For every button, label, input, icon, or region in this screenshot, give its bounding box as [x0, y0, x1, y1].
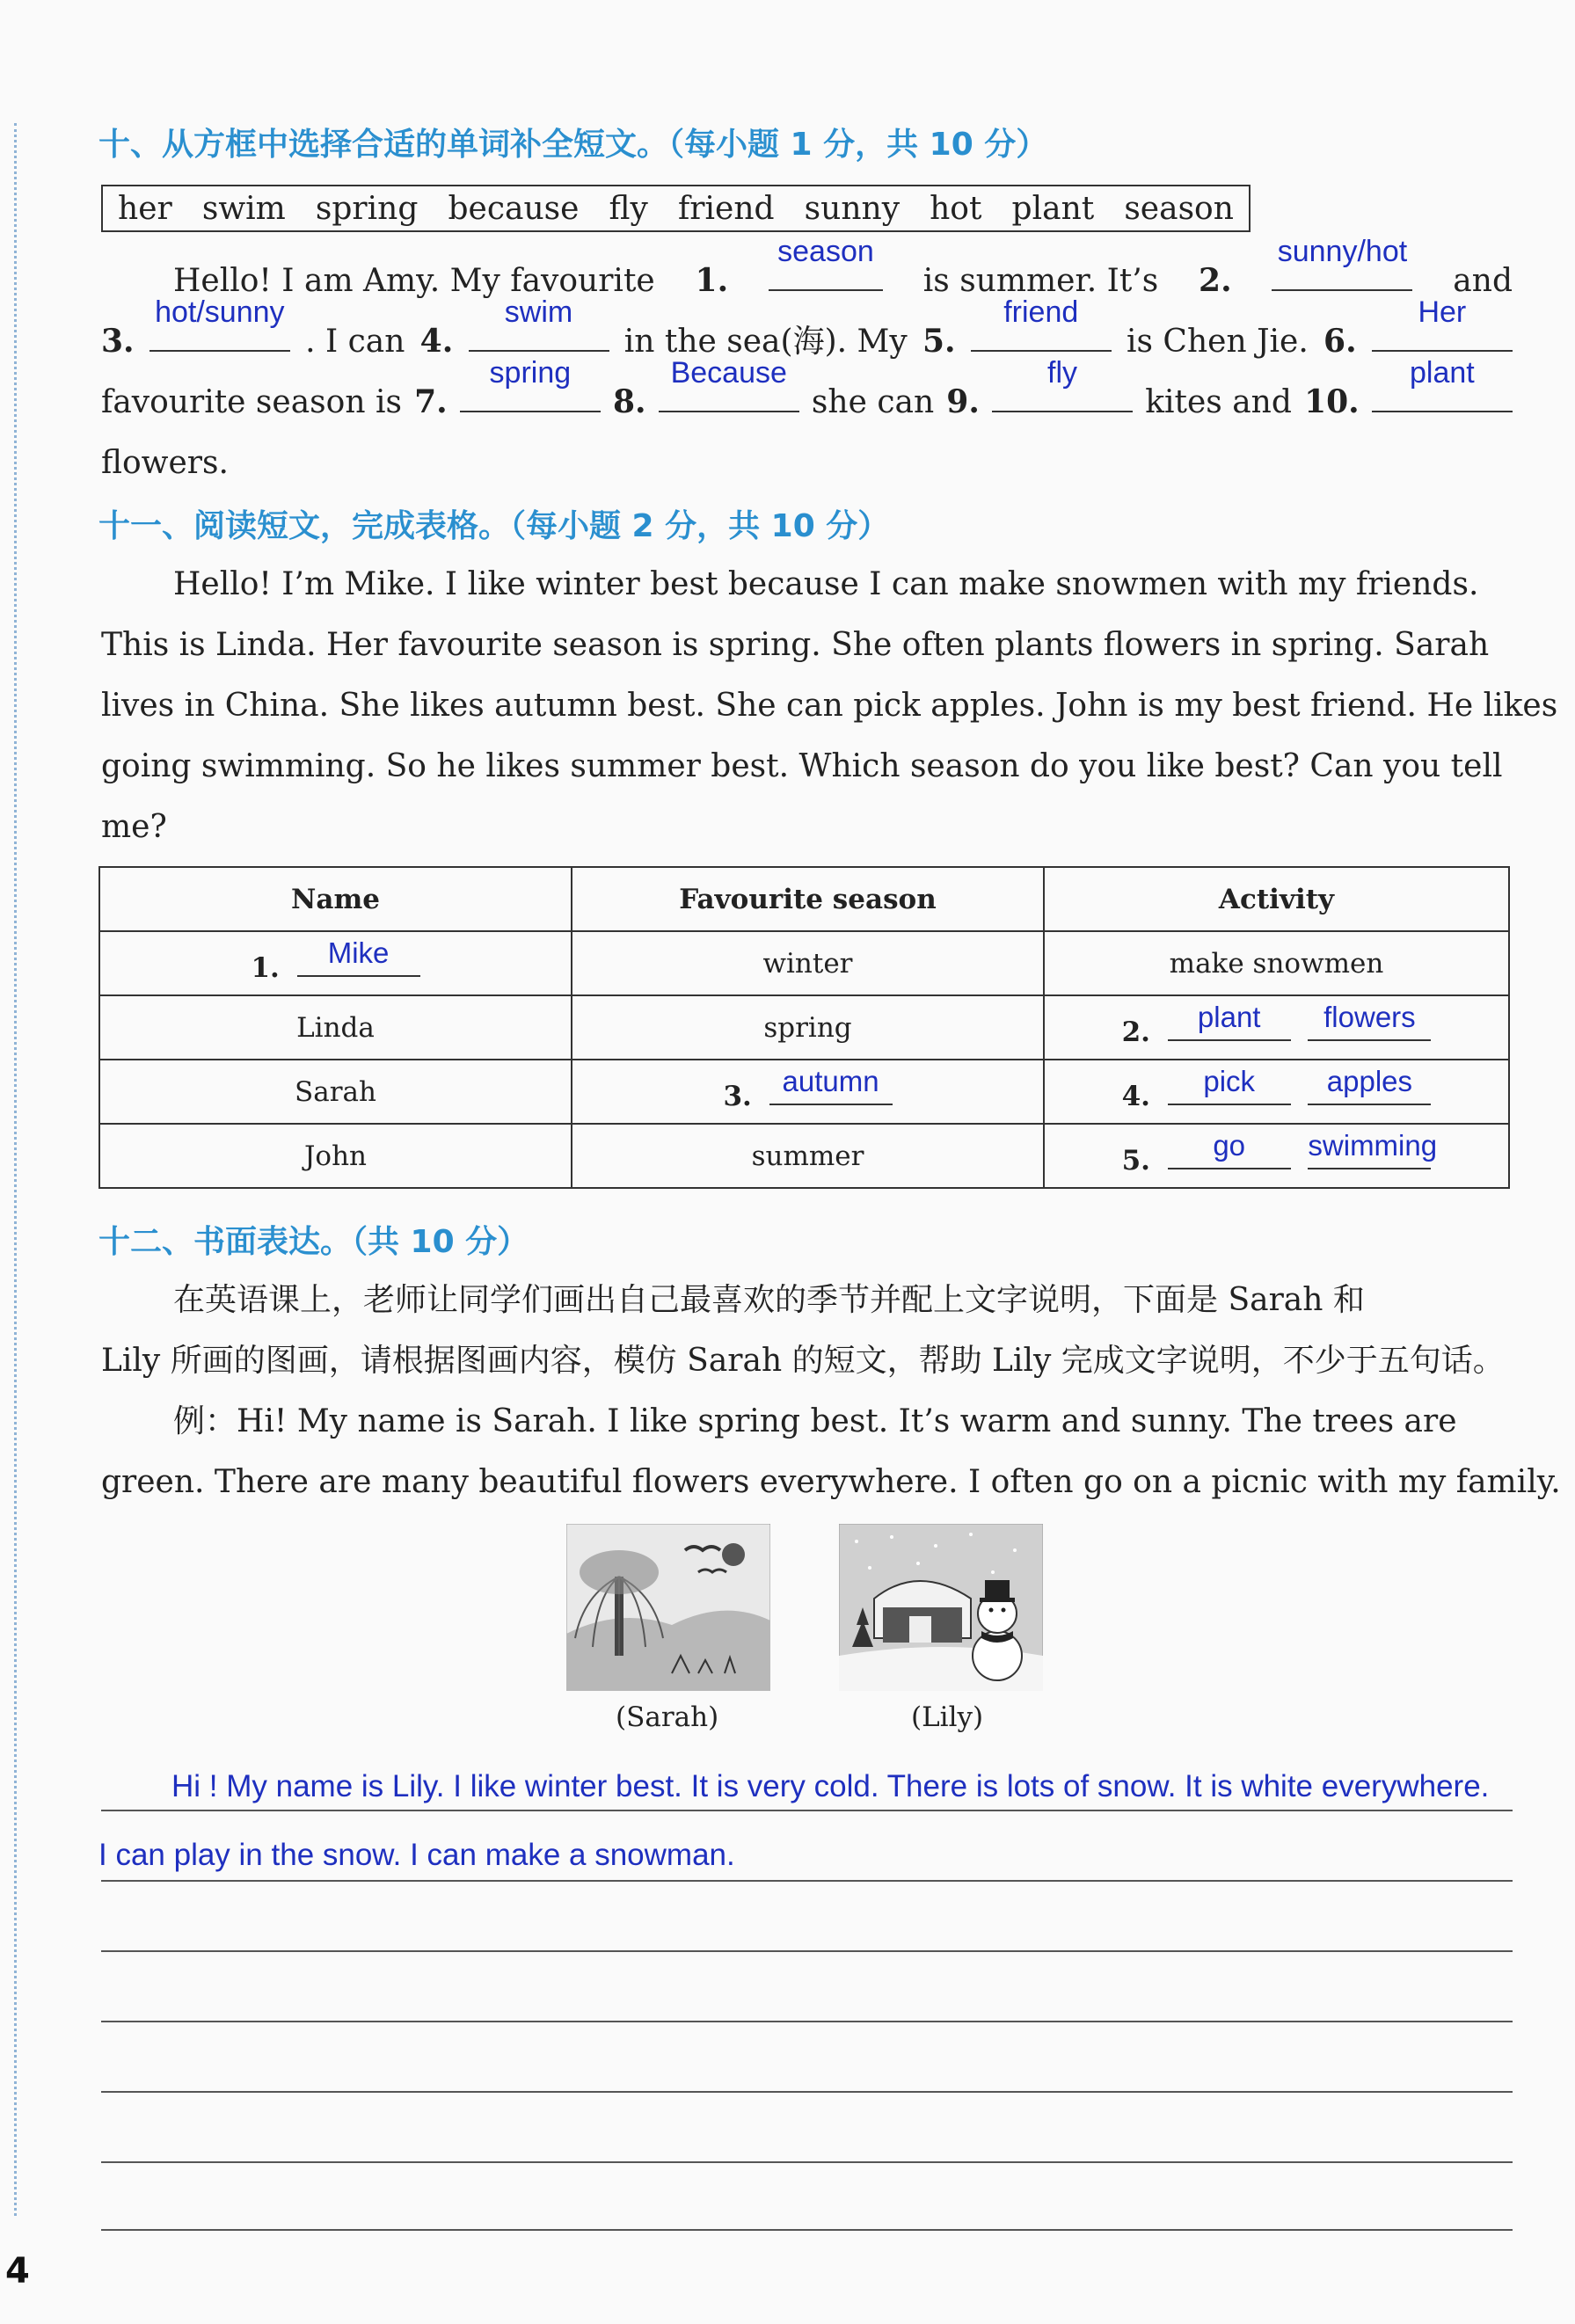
season-table	[98, 866, 1510, 1189]
passage-text: and	[1453, 263, 1513, 299]
answer: plant	[1197, 1000, 1261, 1033]
caption-lily: (Lily)	[911, 1701, 984, 1733]
header-season: Favourite season	[572, 867, 1044, 931]
word: season	[1124, 190, 1234, 227]
word: friend	[677, 190, 775, 227]
passage-text: Hello! I am Amy. My favourite	[173, 263, 655, 299]
answer-10: plant	[1409, 356, 1475, 390]
answer-9: fly	[1047, 356, 1078, 390]
answer: Mike	[327, 936, 390, 969]
answer-3: hot/sunny	[155, 295, 285, 329]
section-12-prompt	[101, 1270, 1561, 1512]
writing-line[interactable]	[101, 2021, 1513, 2022]
blank-3[interactable]	[149, 295, 290, 352]
passage-line: lives in China. She likes autumn best. She can pick apples. John is my best friend. He likes	[101, 688, 1558, 724]
table-blank-3[interactable]	[769, 1064, 893, 1105]
passage-text: she can	[811, 384, 935, 420]
writing-answer-line-1: Hi ! My name is Lily. I like winter best. It is very cold. There is lots of snow. It is white everywhere.	[171, 1769, 1490, 1803]
blank-number: 9.	[946, 383, 980, 420]
word-box	[101, 185, 1251, 232]
answer: autumn	[782, 1064, 879, 1097]
season-cell: winter	[572, 931, 1044, 995]
name-cell	[99, 931, 572, 995]
section-12-title: 十二、书面表达。（共 10 分）	[98, 1224, 529, 1260]
writing-answer-line-2: I can play in the snow. I can make a snowman.	[98, 1838, 735, 1872]
margin-dotted-line	[14, 123, 17, 2216]
example-line: green. There are many beautiful flowers everywhere. I often go on a picnic with my family.	[101, 1464, 1561, 1500]
activity-cell	[1044, 995, 1509, 1060]
blank-7[interactable]	[460, 356, 601, 412]
passage-line: me?	[101, 809, 167, 845]
table-blank-2a[interactable]	[1168, 1000, 1291, 1041]
passage-text: in the sea(海). My	[623, 324, 908, 360]
writing-line[interactable]	[101, 1880, 1513, 1882]
table-blank-4b[interactable]	[1308, 1064, 1431, 1105]
writing-line[interactable]	[101, 2091, 1513, 2093]
table-blank-4a[interactable]	[1168, 1064, 1291, 1105]
answer-8: Because	[670, 356, 787, 390]
blank-number: 3.	[723, 1080, 752, 1112]
passage-line: going swimming. So he likes summer best. Which season do you like best? Can you tell	[101, 748, 1503, 784]
table-header-row	[99, 867, 1509, 931]
answer: go	[1213, 1128, 1246, 1162]
activity-cell: make snowmen	[1044, 931, 1509, 995]
table-row	[99, 931, 1509, 995]
word: swim	[201, 190, 286, 227]
answer-5: friend	[1003, 295, 1079, 329]
word: sunny	[804, 190, 901, 227]
answer: apples	[1326, 1064, 1413, 1097]
word: hot	[930, 190, 982, 227]
page-number: 4	[5, 2251, 30, 2291]
blank-10[interactable]	[1372, 356, 1513, 412]
name-cell: Sarah	[99, 1060, 572, 1124]
blank-number: 4.	[1121, 1080, 1150, 1112]
season-cell: summer	[572, 1124, 1044, 1188]
blank-number: 1.	[695, 262, 729, 299]
season-cell	[572, 1060, 1044, 1124]
blank-number: 4.	[419, 323, 454, 360]
answer: pick	[1203, 1064, 1256, 1097]
table-blank-5b[interactable]	[1308, 1128, 1438, 1169]
passage-text: favourite season is	[101, 384, 402, 420]
word: spring	[315, 190, 419, 227]
word: because	[448, 190, 580, 227]
blank-number: 7.	[414, 383, 448, 420]
prompt-line: 在英语课上，老师让同学们画出自己最喜欢的季节并配上文字说明，下面是 Sarah 和	[173, 1282, 1365, 1318]
prompt-line: Lily 所画的图画，请根据图画内容，模仿 Sarah 的短文，帮助 Lily 完成文字说明，不少于五句话。	[101, 1343, 1505, 1379]
word: fly	[609, 190, 648, 227]
passage-text: . I can	[305, 324, 405, 360]
blank-8[interactable]	[659, 356, 799, 412]
passage-text: is Chen Jie.	[1127, 324, 1309, 360]
example-line: 例：Hi! My name is Sarah. I like spring best. It’s warm and sunny. The trees are	[173, 1403, 1457, 1439]
answer-2: sunny/hot	[1277, 235, 1408, 268]
table-blank-5a[interactable]	[1168, 1128, 1291, 1169]
blank-number: 5.	[922, 323, 956, 360]
table-row	[99, 995, 1509, 1060]
table-row	[99, 1124, 1509, 1188]
passage-line: Hello! I’m Mike. I like winter best because I can make snowmen with my friends.	[173, 566, 1479, 602]
answer-6: Her	[1418, 295, 1467, 329]
blank-number: 10.	[1304, 383, 1360, 420]
blank-number: 6.	[1323, 323, 1357, 360]
writing-line[interactable]	[101, 2161, 1513, 2163]
answer: flowers	[1323, 1000, 1416, 1033]
header-name: Name	[99, 867, 572, 931]
table-row	[99, 1060, 1509, 1124]
blank-9[interactable]	[992, 356, 1133, 412]
blank-number: 2.	[1121, 1016, 1150, 1048]
table-blank-2b[interactable]	[1308, 1000, 1431, 1041]
blank-number: 2.	[1199, 262, 1232, 299]
passage-text: flowers.	[101, 445, 229, 481]
blank-1[interactable]	[769, 235, 883, 291]
lily-winter-picture	[839, 1524, 1043, 1691]
header-activity: Activity	[1044, 867, 1509, 931]
section-11-passage	[101, 554, 1558, 857]
writing-line[interactable]	[101, 1810, 1513, 1811]
word: her	[118, 190, 172, 227]
blank-number: 3.	[101, 323, 135, 360]
season-cell: spring	[572, 995, 1044, 1060]
section-10-title: 十、从方框中选择合适的单词补全短文。（每小题 1 分，共 10 分）	[98, 127, 1048, 163]
writing-line[interactable]	[101, 1950, 1513, 1952]
activity-cell	[1044, 1124, 1509, 1188]
section-11-title: 十一、阅读短文，完成表格。（每小题 2 分，共 10 分）	[98, 508, 890, 544]
blank-number: 5.	[1121, 1144, 1150, 1177]
answer-1: season	[777, 235, 874, 268]
name-cell: John	[99, 1124, 572, 1188]
sarah-spring-picture	[566, 1524, 770, 1691]
blank-number: 1.	[251, 951, 280, 984]
word: plant	[1011, 190, 1095, 227]
blank-number: 8.	[613, 383, 646, 420]
writing-line[interactable]	[101, 2229, 1513, 2231]
caption-sarah: (Sarah)	[616, 1701, 719, 1733]
answer-7: spring	[489, 356, 572, 390]
answer: swimming	[1308, 1128, 1438, 1162]
passage-text: is summer. It’s	[922, 263, 1159, 299]
passage-line: This is Linda. Her favourite season is spring. She often plants flowers in spring. Sarah	[101, 627, 1490, 663]
passage-text: kites and	[1145, 384, 1292, 420]
activity-cell	[1044, 1060, 1509, 1124]
answer-4: swim	[504, 295, 573, 329]
section-10-passage	[101, 235, 1513, 493]
name-cell: Linda	[99, 995, 572, 1060]
table-blank-1[interactable]	[297, 936, 420, 977]
